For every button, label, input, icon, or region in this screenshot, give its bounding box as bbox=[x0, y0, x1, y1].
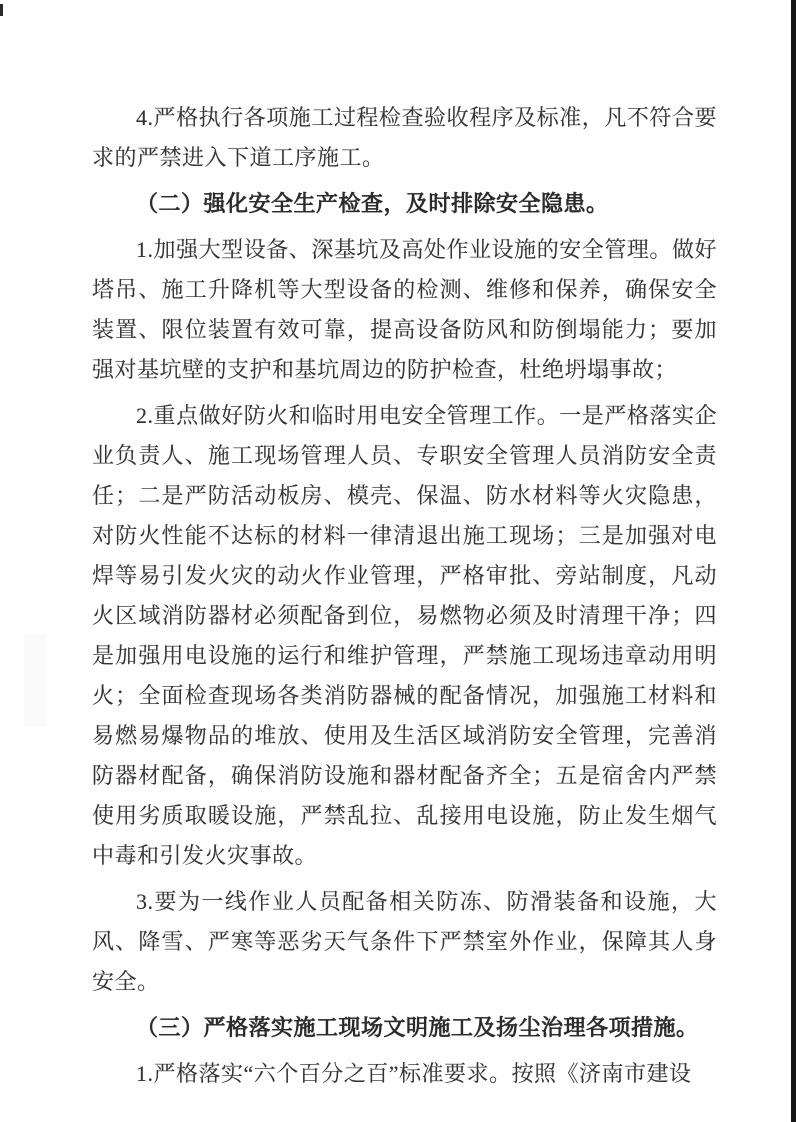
section-heading-3: （三）严格落实施工现场文明施工及扬尘治理各项措施。 bbox=[136, 1015, 699, 1040]
scan-corner-mark bbox=[0, 4, 3, 16]
paragraph-process-inspection: 4.严格执行各项施工过程检查验收程序及标准，凡不符合要求的严禁进入下道工序施工。 bbox=[92, 105, 717, 170]
section-heading-2: （二）强化安全生产检查，及时排除安全隐患。 bbox=[136, 191, 609, 216]
paragraph-worker-protection: 3.要为一线作业人员配备相关防冻、防滑装备和设施，大风、降雪、严寒等恶劣天气条件下严禁室外作业，保障其人身安全。 bbox=[92, 889, 717, 994]
document-body bbox=[92, 98, 717, 1100]
paragraph-dust-control: 1.严格落实“六个百分之百”标准要求。按照《济南市建设 bbox=[136, 1061, 692, 1086]
paragraph-fire-electric-safety: 2.重点做好防火和临时用电安全管理工作。一是严格落实企业负责人、施工现场管理人员、专职安全管理人员消防安全责任；二是严防活动板房、模壳、保温、防水材料等火灾隐患，对防火性能不达标的材料一律清退出施工现场；三是加强对电焊等易引发火灾的动火作业管理，严格审批、旁站制度，凡动火区域消防器材必须配备到位，易燃物必须及时清理干净；四是加强用电设施的运行和维护管理，严禁施工现场违章动用明火；全面检查现场各类消防器械的配备情况，加强施工材料和易燃易爆物品的堆放、使用及生活区域消防安全管理，完善消防器材配备，确保消防设施和器材配备齐全；五是宿舍内严禁使用劣质取暖设施，严禁乱拉、乱接用电设施，防止发生烟气中毒和引发火灾事故。 bbox=[92, 403, 717, 868]
paragraph-equipment-safety: 1.加强大型设备、深基坑及高处作业设施的安全管理。做好塔吊、施工升降机等大型设备的检测、维修和保养，确保安全装置、限位装置有效可靠，提高设备防风和防倒塌能力；要加强对基坑壁的支护和基坑周边的防护检查，杜绝坍塌事故； bbox=[92, 237, 717, 382]
scan-smudge bbox=[24, 635, 46, 727]
scan-edge-bar bbox=[791, 0, 796, 1122]
